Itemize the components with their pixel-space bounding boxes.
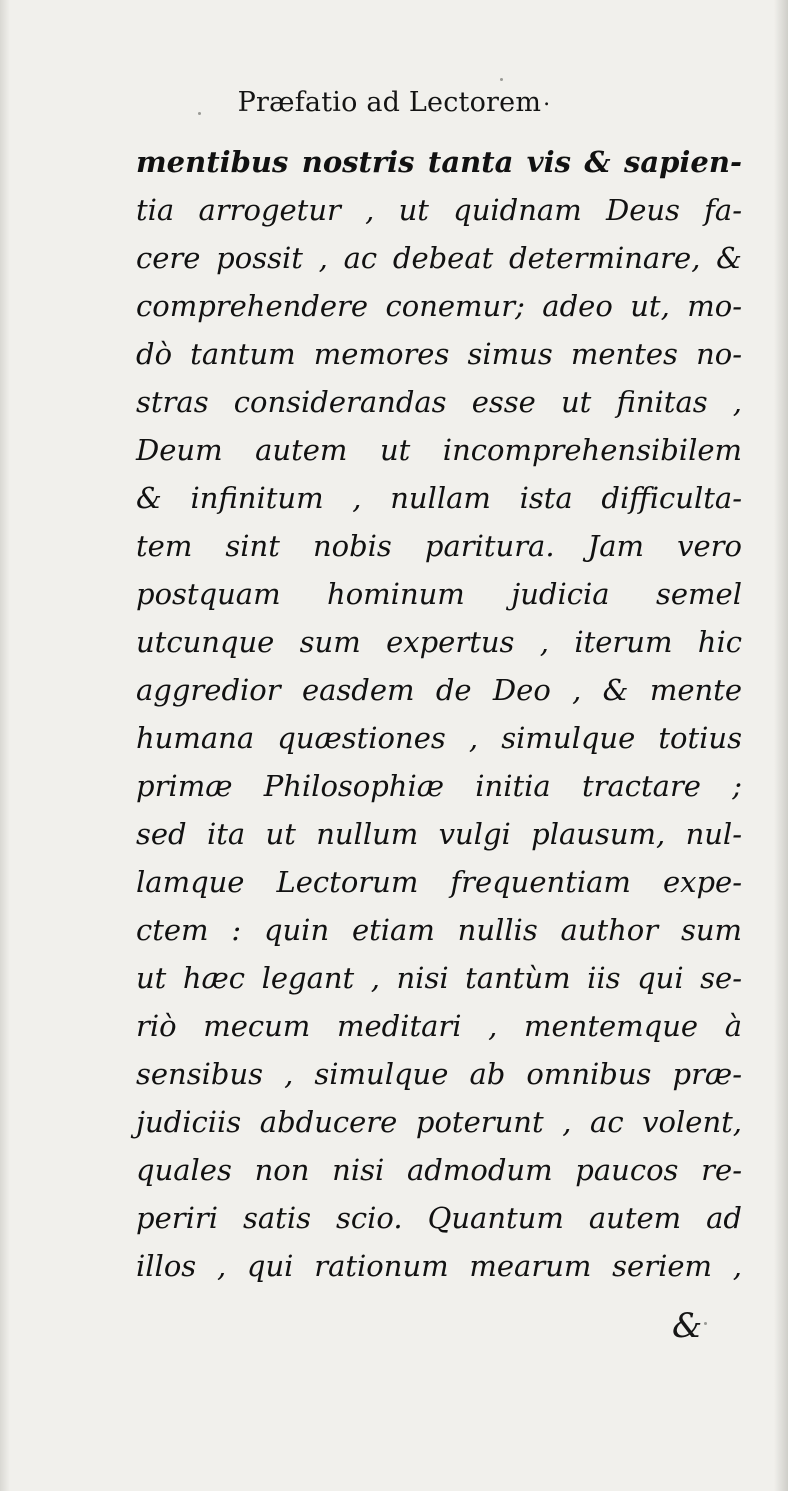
text-line: quales non nisi admodum paucos re- — [136, 1153, 742, 1187]
catchword: & — [672, 1306, 703, 1346]
body-text — [136, 138, 742, 1290]
text-line: dò tantum memores simus mentes no- — [136, 337, 742, 371]
text-line: Deum autem ut incomprehensibilem — [136, 433, 742, 467]
running-header — [0, 86, 788, 118]
paper-speck — [500, 78, 503, 81]
text-line: & infinitum , nullam ista difficulta- — [136, 481, 742, 515]
text-line: mentibus nostris tanta vis & sapien- — [136, 145, 742, 179]
text-line: aggredior easdem de Deo , & mente — [136, 673, 742, 707]
text-line: primæ Philosophiæ initia tractare ; — [136, 769, 742, 803]
text-line: judiciis abducere poterunt , ac volent, — [136, 1105, 742, 1139]
text-line: sed ita ut nullum vulgi plausum, nul- — [136, 817, 742, 851]
text-line: postquam hominum judicia semel — [136, 577, 742, 611]
text-line: cere possit , ac debeat determinare, & — [136, 241, 742, 275]
text-line: utcunque sum expertus , iterum hic — [136, 625, 742, 659]
page-edge-right — [774, 0, 788, 1491]
text-line: stras considerandas esse ut finitas , — [136, 385, 742, 419]
text-line: ctem : quin etiam nullis author sum — [136, 913, 742, 947]
paper-speck — [198, 112, 201, 115]
text-line: periri satis scio. Quantum autem ad — [136, 1201, 742, 1235]
page-edge-left — [0, 0, 10, 1491]
text-line: tem sint nobis paritura. Jam vero — [136, 529, 742, 563]
paper-speck — [704, 1322, 707, 1325]
text-line: tia arrogetur , ut quidnam Deus fa- — [136, 193, 742, 227]
running-title: Præfatio ad Lectorem — [237, 87, 542, 118]
header-mark: . — [543, 86, 551, 111]
text-line: illos , qui rationum mearum seriem , — [136, 1249, 742, 1283]
text-line: riò mecum meditari , mentemque à — [136, 1009, 742, 1043]
text-line: sensibus , simulque ab omnibus præ- — [136, 1057, 742, 1091]
text-line: comprehendere conemur; adeo ut, mo- — [136, 289, 742, 323]
text-line: lamque Lectorum frequentiam expe- — [136, 865, 742, 899]
text-line: ut hæc legant , nisi tantùm iis qui se- — [136, 961, 742, 995]
text-line: humana quæstiones , simulque totius — [136, 721, 742, 755]
